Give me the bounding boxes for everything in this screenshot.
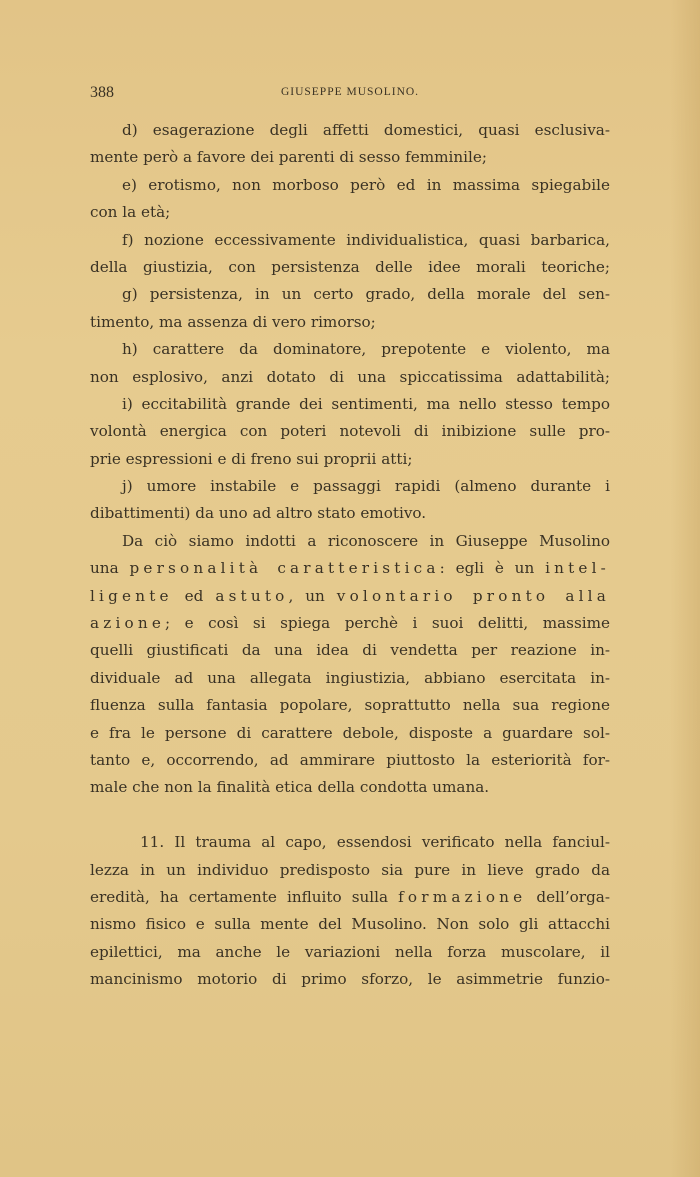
spaced-emphasis: volontario pronto alla <box>336 586 610 605</box>
text-line: i) eccitabilità grande dei sentimenti, ma nello stesso tempo <box>122 394 610 413</box>
text-run: ; e così si spiega perchè i suoi delitti, massime <box>165 614 610 633</box>
text-line: e) erotismo, non morboso però ed in massima spiegabile <box>122 175 610 194</box>
text-line: h) carattere da dominatore, prepotente e violento, ma <box>122 340 610 359</box>
text-line: epilettici, ma anche le variazioni nella forza muscolare, il <box>90 942 610 961</box>
text-line <box>90 583 610 610</box>
text-run: eredità, ha certamente influito sulla <box>90 887 399 906</box>
text-line: dividuale ad una allegata ingiustizia, abbiano esercitata in- <box>90 668 610 687</box>
text-line: f) nozione eccessivamente individualistica, quasi barbarica, <box>122 230 610 249</box>
text-line: quelli giustificati da una idea di vendetta per reazione in- <box>90 641 610 660</box>
text-line: 11. Il trauma al capo, essendosi verificato nella fanciul- <box>140 833 610 852</box>
text-line <box>90 610 610 637</box>
body-text <box>90 117 610 994</box>
spaced-emphasis: azione <box>90 614 166 633</box>
text-line <box>90 555 610 582</box>
text-line: lezza in un individuo predisposto sia pure in lieve grado da <box>90 860 610 879</box>
text-line: j) umore instabile e passaggi rapidi (almeno durante i <box>122 477 610 496</box>
spaced-emphasis: intel- <box>545 559 610 578</box>
text-line: prie espressioni e di freno sui proprii atti; <box>90 449 413 468</box>
text-line: dibattimenti) da uno ad altro stato emotivo. <box>90 504 427 523</box>
text-line: timento, ma assenza di vero rimorso; <box>90 312 376 331</box>
text-line: fluenza sulla fantasia popolare, soprattutto nella sua regione <box>90 696 610 715</box>
text-line: con la età; <box>90 203 171 222</box>
spaced-emphasis: personalità caratteristica <box>129 559 440 578</box>
text-run: dell’orga- <box>526 887 610 906</box>
text-line: non esplosivo, anzi dotato di una spiccatissima adattabilità; <box>90 367 610 386</box>
page-edge-shadow <box>670 0 700 1177</box>
text-line: tanto e, occorrendo, ad ammirare piuttosto la esteriorità for- <box>90 750 610 769</box>
text-line: d) esagerazione degli affetti domestici, quasi esclusiva- <box>122 121 610 139</box>
text-line: volontà energica con poteri notevoli di inibizione sulle pro- <box>90 422 610 441</box>
text-line: e fra le persone di carattere debole, disposte a guardare sol- <box>90 723 610 742</box>
text-line: male che non la finalità etica della condotta umana. <box>90 778 490 797</box>
section-gap <box>90 802 610 829</box>
text-line: mancinismo motorio di primo sforzo, le asimmetrie funzio- <box>90 970 610 989</box>
spaced-emphasis: formazione <box>398 887 527 906</box>
spaced-emphasis: ligente <box>90 586 173 605</box>
text-run: : egli è un <box>439 559 546 578</box>
running-title: GIUSEPPE MUSOLINO. <box>280 86 420 98</box>
running-head <box>90 84 610 104</box>
spaced-emphasis: astuto <box>215 586 289 605</box>
text-run: ed <box>172 586 216 605</box>
text-line: della giustizia, con persistenza delle idee morali teoriche; <box>90 257 610 276</box>
text-run: , un <box>288 586 337 605</box>
text-line <box>90 884 610 911</box>
text-line: mente però a favore dei parenti di sesso femminile; <box>90 148 487 167</box>
text-run: una <box>90 559 130 578</box>
text-line: nismo fisico e sulla mente del Musolino. Non solo gli attacchi <box>90 915 610 934</box>
text-line: g) persistenza, in un certo grado, della morale del sen- <box>122 285 610 304</box>
page-number: 388 <box>90 84 114 101</box>
text-line: Da ciò siamo indotti a riconoscere in Giuseppe Musolino <box>122 531 610 550</box>
